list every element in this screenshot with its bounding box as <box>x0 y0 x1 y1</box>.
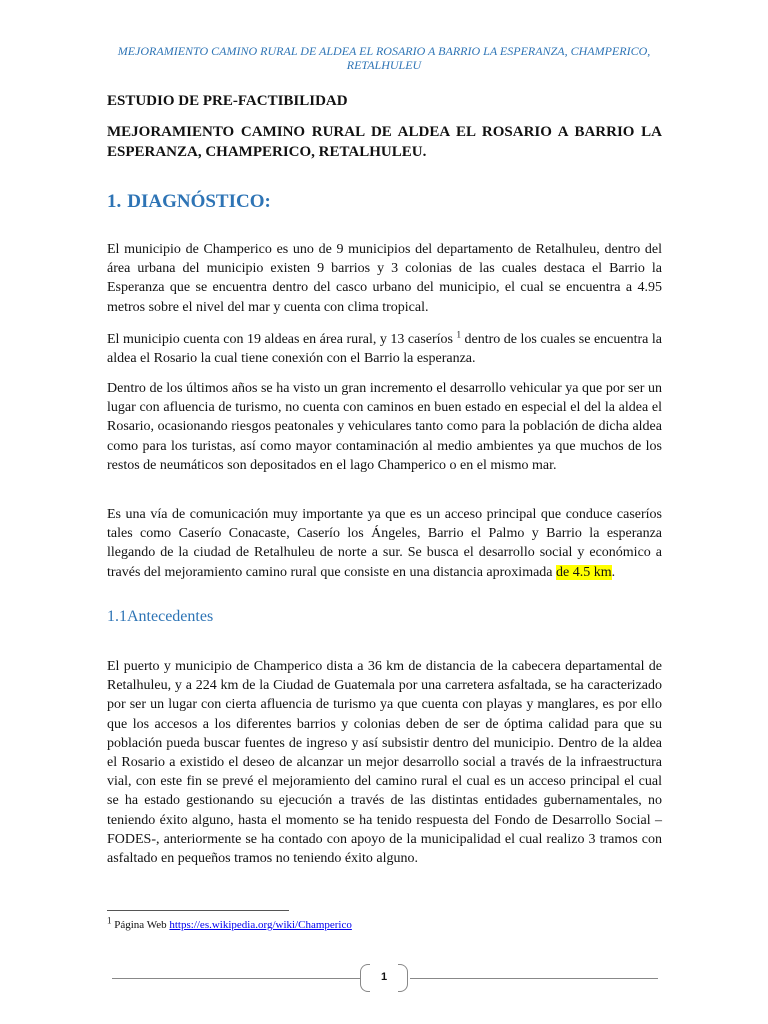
footer-rule-right <box>410 978 658 979</box>
study-label: ESTUDIO DE PRE-FACTIBILIDAD <box>107 93 348 109</box>
paragraph-4 <box>107 505 662 582</box>
paragraph-4-text-b: . <box>611 564 616 580</box>
footnote-1 <box>107 915 352 932</box>
subsection-heading-antecedentes: 1.1Antecedentes <box>107 608 214 625</box>
section-title: DIAGNÓSTICO: <box>127 191 271 212</box>
paragraph-1: El municipio de Champerico es uno de 9 municipios del departamento de Retalhuleu, dentro del área urbana del municipio existen 9 barrios y 3 colonias de las cuales destaca el Barrio la Esperanza que se encuentra dentro del casco urbano del municipio, el cual se encuentra a 4.95 metros sobre el nivel del mar y cuenta con clima tropical. <box>107 242 662 315</box>
footnote-separator <box>107 910 289 911</box>
running-header: MEJORAMIENTO CAMINO RURAL DE ALDEA EL ROSARIO A BARRIO LA ESPERANZA, CHAMPERICO, RETALHULEU <box>117 44 651 72</box>
page-number: 1 <box>380 971 388 983</box>
paragraph-2-text-a: El municipio cuenta con 19 aldeas en área rural, y 13 caseríos <box>107 332 457 347</box>
project-title: MEJORAMIENTO CAMINO RURAL DE ALDEA EL ROSARIO A BARRIO LA ESPERANZA, CHAMPERICO, RETALHULEU. <box>107 124 662 160</box>
highlighted-distance: de 4.5 km <box>556 564 612 580</box>
paragraph-3: Dentro de los últimos años se ha visto un gran incremento el desarrollo vehicular ya que por ser un lugar con afluencia de turismo, no cuenta con caminos en buen estado en especial el del la aldea el Rosario, ocasionando riesgos peatonales y vehiculares tanto como para la población de dicha aldea como para los turistas, así como mayor contaminación al medio ambientes ya que muchos de los restos de neumáticos son depositados en el lago Champerico o en el mismo mar. <box>107 381 662 473</box>
footnote-link[interactable]: https://es.wikipedia.org/wiki/Champerico <box>169 919 352 931</box>
footnote-text: Página Web <box>111 919 170 931</box>
footnote-marker: 1 <box>107 915 112 926</box>
paragraph-4-text-a: Es una vía de comunicación muy importante ya que es un acceso principal que conduce caseríos tales como Caserío Conacaste, Caserío los Ángeles, Barrio el Palmo y Barrio la esperanza llegando de la ciudad de Retalhuleu de norte a sur. Se busca el desarrollo social y económico a través del mejoramiento camino rural que consiste en una distancia aproximada <box>107 507 662 580</box>
section-number: 1. <box>107 191 122 212</box>
footnote-ref-1[interactable]: 1 <box>456 329 461 340</box>
section-heading-diagnostico <box>107 191 277 213</box>
paragraph-5: El puerto y municipio de Champerico dista a 36 km de distancia de la cabecera departamental de Retalhuleu, y a 224 km de la Ciudad de Guatemala por una carretera asfaltada, se ha caracterizado por ser un lugar con cierta afluencia de turismo ya que cuenta con playas y manglares, es por ello que los accesos a los diferentes barrios y colonias deben de ser de óptima calidad para que su población pueda buscar fuentes de ingreso y así subsistir dentro del municipio. Dentro de la aldea el Rosario a existido el deseo de alcanzar un mejor desarrollo social a través de la infraestructura vial, con este fin se prevé el mejoramiento del camino rural el cual es un acceso principal el cual se ha estado gestionando su ejecución a través de las distintas entidades gubernamentales, no teniendo éxito alguno, hasta el momento se ha tenido respuesta del Fondo de Desarrollo Social – FODES-, anteriormente se ha contado con apoyo de la municipalidad el cual realizo 3 tramos con asfaltado en pequeños tramos no teniendo éxito alguno. <box>107 659 662 867</box>
page-number-frame <box>360 964 408 992</box>
paragraph-2 <box>107 330 662 368</box>
paragraph-2-text-b: dentro de los cuales se encuentra la aldea el Rosario la cual tiene conexión con el Barrio la esperanza. <box>107 332 662 367</box>
footer-rule-left <box>112 978 360 979</box>
